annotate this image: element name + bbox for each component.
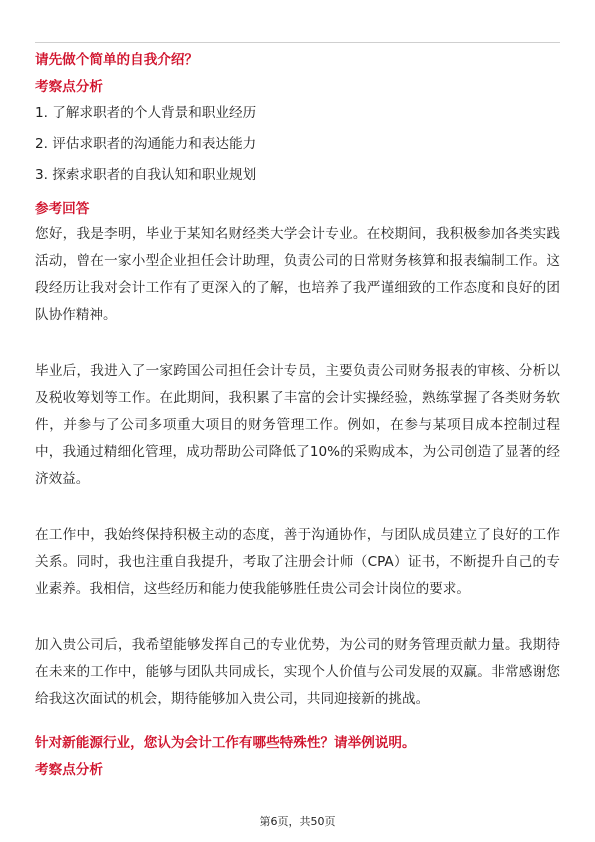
answer-paragraph: 加入贵公司后，我希望能够发挥自己的专业优势，为公司的财务管理贡献力量。我期待在未来的工作中，能够与团队共同成长，实现个人价值与公司发展的双赢。非常感谢您给我这次面试的机会，期待能够加入贵公司，共同迎接新的挑战。 (35, 637, 560, 707)
next-analysis-heading: 考察点分析 (35, 762, 103, 778)
analysis-list (35, 103, 560, 185)
header-rule (35, 42, 560, 43)
list-item: 3. 探索求职者的自我认知和职业规划 (35, 167, 257, 183)
page-content (35, 50, 560, 786)
answer-paragraph: 毕业后，我进入了一家跨国公司担任会计专员，主要负责公司财务报表的审核、分析以及税收筹划等工作。在此期间，我积累了丰富的会计实操经验，熟练掌握了各类财务软件，并参与了公司多项重大项目的财务管理工作。例如，在参与某项目成本控制过程中，我通过精细化管理，成功帮助公司降低了10%的采购成本，为公司创造了显著的经济效益。 (35, 363, 560, 487)
question-title: 请先做个简单的自我介绍？ (35, 52, 199, 68)
answer-paragraph: 您好，我是李明，毕业于某知名财经类大学会计专业。在校期间，我积极参加各类实践活动，曾在一家小型企业担任会计助理，负责公司的日常财务核算和报表编制工作。这段经历让我对会计工作有了更深入的了解，也培养了我严谨细致的工作态度和良好的团队协作精神。 (35, 226, 560, 323)
list-item: 1. 了解求职者的个人背景和职业经历 (35, 105, 257, 121)
next-question-title: 针对新能源行业，您认为会计工作有哪些特殊性？请举例说明。 (35, 735, 416, 751)
list-item: 2. 评估求职者的沟通能力和表达能力 (35, 136, 257, 152)
answer-heading: 参考回答 (35, 201, 90, 217)
answer-paragraph: 在工作中，我始终保持积极主动的态度，善于沟通协作，与团队成员建立了良好的工作关系。同时，我也注重自我提升，考取了注册会计师（CPA）证书，不断提升自己的专业素养。我相信，这些经历和能力使我能够胜任贵公司会计岗位的要求。 (35, 527, 560, 597)
analysis-heading: 考察点分析 (35, 79, 103, 95)
page-number: 第6页，共50页 (259, 815, 336, 828)
